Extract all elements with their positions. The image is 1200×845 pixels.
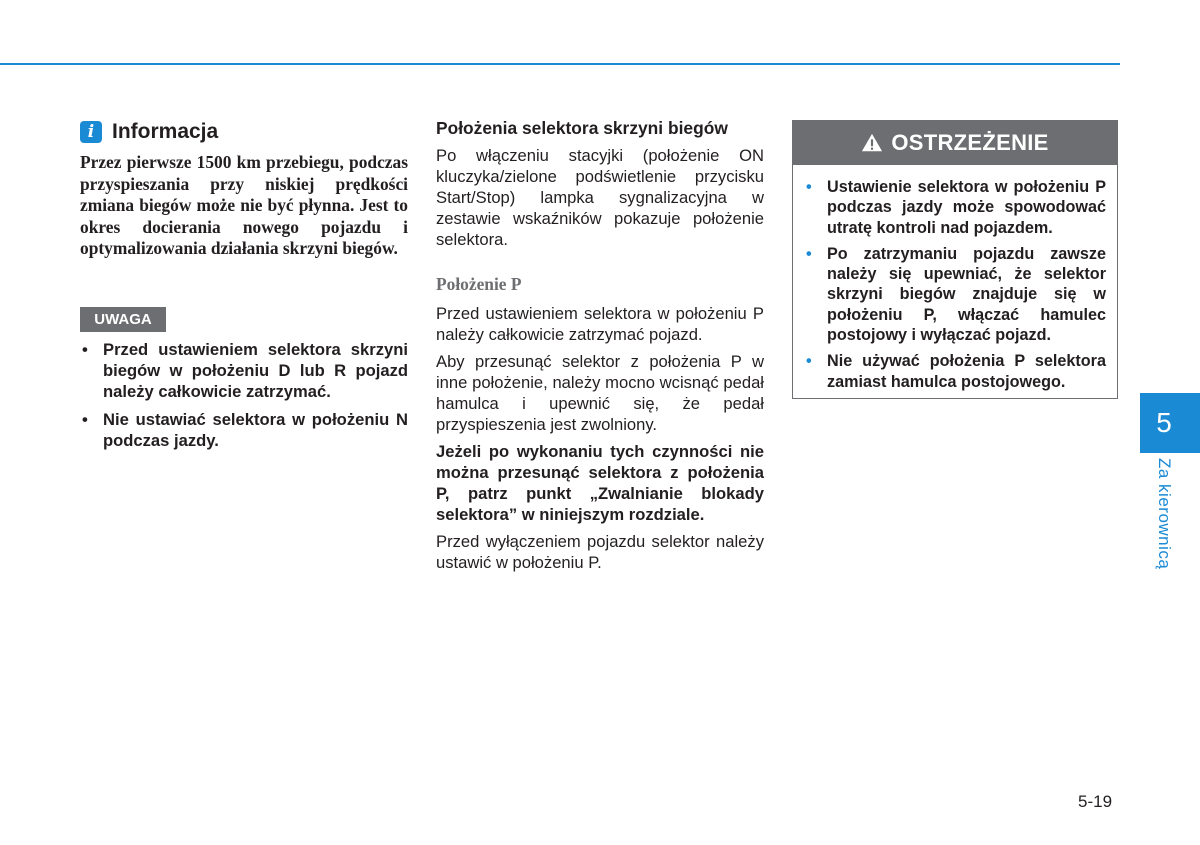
list-item: • Nie używać położenia P selektora zamiast hamulca postojowego. <box>806 352 1106 391</box>
warning-list <box>804 177 1106 392</box>
bullet-icon: • <box>806 244 812 263</box>
uwaga-list <box>80 339 408 458</box>
warning-header <box>793 121 1117 165</box>
bullet-icon: • <box>806 352 812 371</box>
selector-section <box>436 117 764 579</box>
subsection-title: Położenie P <box>436 274 522 294</box>
info-title: Informacja <box>112 120 219 143</box>
info-body: Przez pierwsze 1500 km przebiegu, podczas przyspieszania przy niskiej prędkości zmiana biegów może nie być płynna. Jest to okres docierania nowego pojazdu i optymalizowania działania skrzyni biegów. <box>80 152 408 259</box>
intro-paragraph: Po włączeniu stacyjki (położenie ON kluczyka/zielone podświetlenie przycisku Start/Stop) lampka sygnalizacyjna w zestawie wskaźników pokazuje położenie selektora. <box>436 146 764 249</box>
paragraph: Przed wyłączeniem pojazdu selektor należy ustawić w położeniu P. <box>436 532 764 572</box>
list-item: • Nie ustawiać selektora w położeniu N podczas jazdy. <box>82 410 408 450</box>
top-rule <box>0 63 1120 65</box>
list-item: • Ustawienie selektora w położeniu P podczas jazdy może spowodować utratę kontroli nad pojazdem. <box>806 178 1106 237</box>
bullet-icon: • <box>806 178 812 196</box>
bullet-icon: • <box>82 410 88 429</box>
page-number: 5-19 <box>1078 792 1113 811</box>
info-heading <box>80 120 218 144</box>
list-item: • Przed ustawieniem selektora skrzyni biegów w położeniu D lub R pojazd należy całkowicie zatrzymać. <box>82 340 408 401</box>
list-item: • Po zatrzymaniu pojazdu zawsze należy się upewniać, że selektor skrzyni biegów znajduje się w położeniu P, włączać hamulec postojowy i wyłączać pojazd. <box>806 244 1106 345</box>
info-icon: i <box>80 121 102 143</box>
bullet-icon: • <box>82 340 88 359</box>
chapter-label: Za kierownicą <box>1155 458 1174 570</box>
warning-triangle-icon <box>861 132 883 154</box>
paragraph: Przed ustawieniem selektora w położeniu P należy całkowicie zatrzymać pojazd. <box>436 304 764 344</box>
bold-paragraph: Jeżeli po wykonaniu tych czynności nie można przesunąć selektora z położenia P, patrz punkt „Zwalnianie blokady selektora” w niniejszym rozdziale. <box>436 442 764 524</box>
section-title: Położenia selektora skrzyni biegów <box>436 118 728 138</box>
uwaga-badge: UWAGA <box>80 307 166 332</box>
warning-box <box>792 120 1118 399</box>
warning-title: OSTRZEŻENIE <box>891 130 1049 155</box>
paragraph: Aby przesunąć selektor z położenia P w inne położenie, należy mocno wcisnąć pedał hamulca i upewnić się, że pedał przyspieszenia jest zwolniony. <box>436 352 764 434</box>
chapter-tab: 5 <box>1140 393 1200 453</box>
